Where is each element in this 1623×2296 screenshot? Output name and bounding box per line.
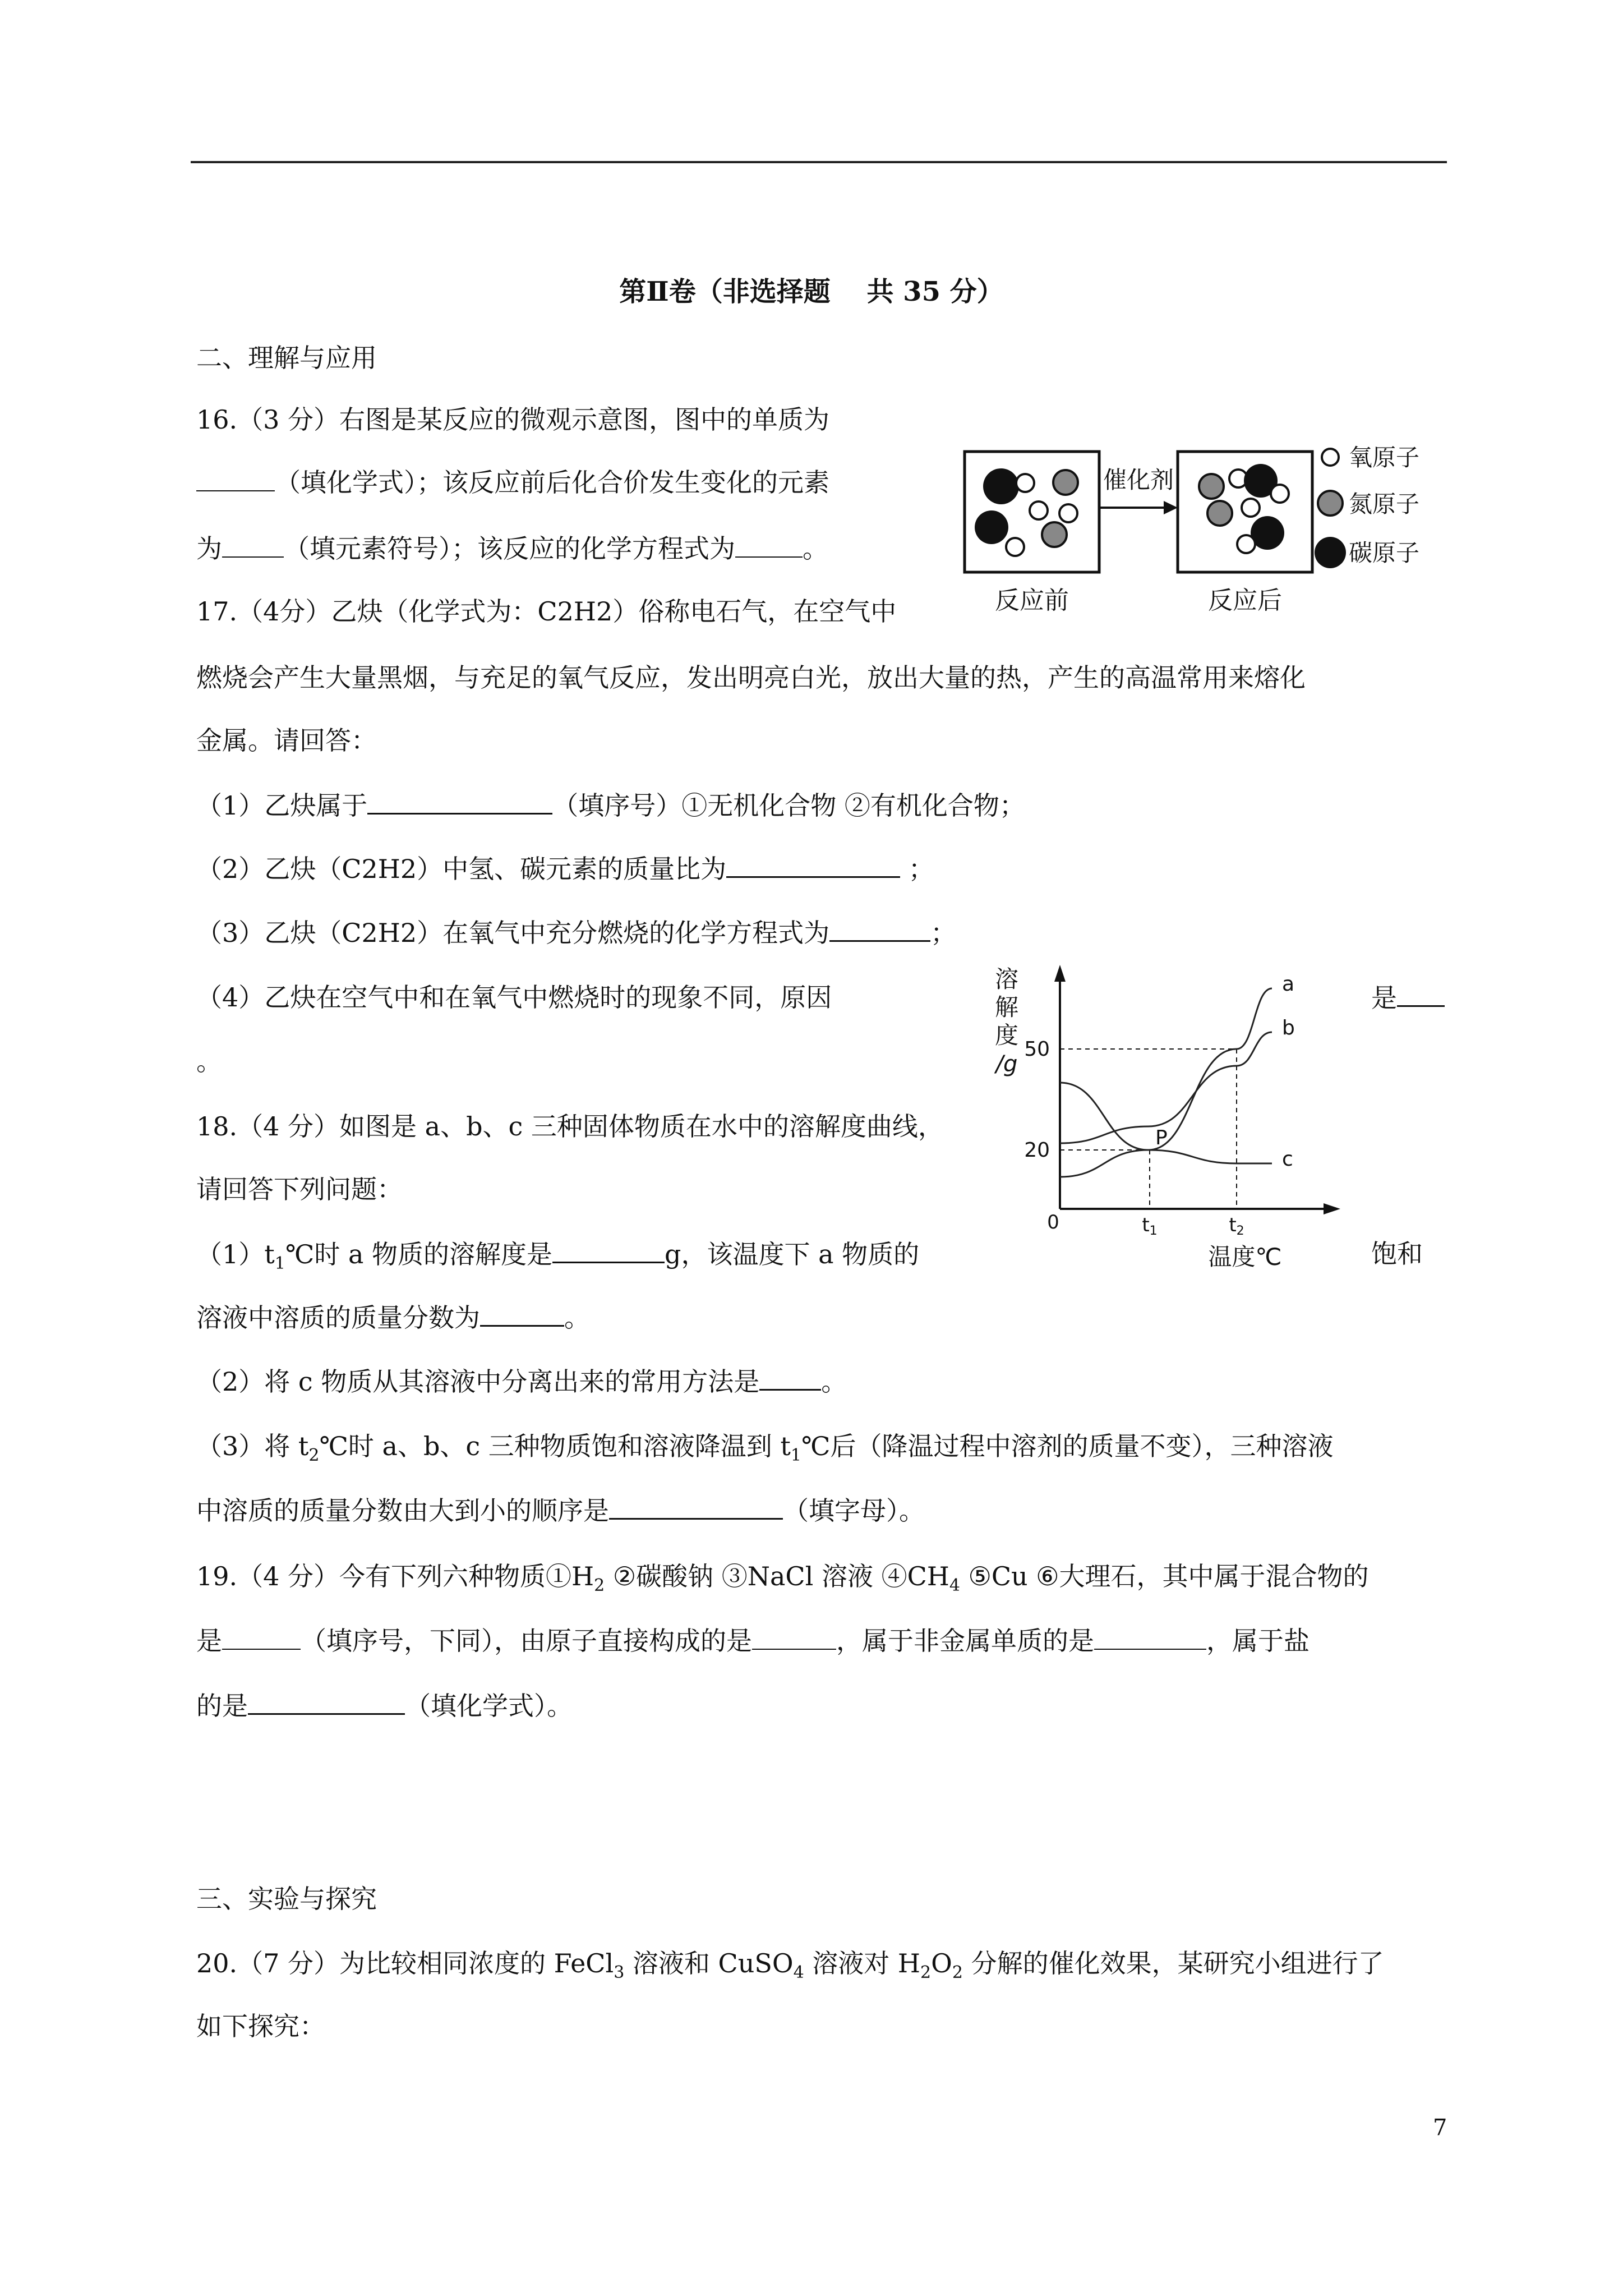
legend-carbon-label: 碳原子 — [1349, 539, 1420, 567]
q19-blank-4[interactable] — [248, 1688, 405, 1715]
y-axis-title-1: 溶 — [994, 965, 1019, 993]
q17-part1: （1）乙炔属于 （填序号）①无机化合物 ②有机化合物； — [196, 788, 1025, 822]
after-label: 反应后 — [1208, 586, 1282, 615]
q17-part4-end: 是 — [1371, 981, 1445, 1015]
q19-line3: 的是 （填化学式）。 — [196, 1688, 573, 1723]
q19-line2: 是 （填序号，下同），由原子直接构成的是 ，属于非金属单质的是 ，属于盐 — [196, 1624, 1310, 1658]
page-number: 7 — [1433, 2115, 1447, 2141]
q19-blank-1[interactable] — [222, 1624, 301, 1650]
legend-carbon-icon — [1315, 537, 1346, 568]
q16-blank-2[interactable] — [222, 532, 284, 558]
x-axis-arrow — [1324, 1203, 1340, 1214]
q18-blank-3[interactable] — [759, 1364, 821, 1391]
series-label-a: a — [1282, 973, 1295, 996]
legend-nitrogen-icon — [1318, 491, 1343, 516]
reaction-diagram — [953, 435, 1458, 625]
carbon-atom — [975, 510, 1008, 544]
q18-part3-cont: 中溶质的质量分数由大到小的顺序是 （填字母）。 — [196, 1493, 925, 1527]
oxygen-atom — [1237, 535, 1255, 553]
section-heading-3: 三、实验与探究 — [196, 1884, 377, 1914]
y-axis-arrow — [1054, 965, 1066, 982]
q17-line1: 17.（4分）乙炔（化学式为：C2H2）俗称电石气，在空气中 — [196, 596, 897, 627]
point-p-label: P — [1155, 1126, 1168, 1149]
section-heading-2: 二、理解与应用 — [196, 343, 377, 373]
q16-line3: 为 （填元素符号）；该反应的化学方程式为 。 — [196, 532, 828, 565]
q17-part2: （2）乙炔（C2H2）中氢、碳元素的质量比为 ； — [196, 852, 934, 886]
q16-line1: 16.（3 分）右图是某反应的微观示意图，图中的单质为 — [196, 404, 830, 435]
q18-line2: 请回答下列问题： — [196, 1174, 403, 1204]
q19-blank-2[interactable] — [752, 1624, 836, 1650]
nitrogen-atom — [1053, 470, 1078, 495]
x-axis-title: 温度℃ — [1208, 1243, 1282, 1271]
q17-blank-1[interactable] — [367, 788, 552, 815]
q18-part1-cont: 溶液中溶质的质量分数为 。 — [196, 1300, 590, 1335]
catalyst-label: 催化剂 — [1103, 466, 1174, 494]
q20-line1: 20.（7 分）为比较相同浓度的 FeCl$_3$ 溶液和 CuSO$_4$ 溶液对 $H_2O_2$ 分解的催化效果，某研究小组进行了 — [196, 1948, 1384, 1983]
section-title: 第Ⅱ卷（非选择题 共 35 分） — [619, 276, 1004, 307]
q17-blank-2[interactable] — [726, 852, 900, 878]
legend-nitrogen-label: 氮原子 — [1349, 490, 1420, 518]
q18-blank-2[interactable] — [480, 1300, 564, 1327]
q18-part2: （2）将 c 物质从其溶液中分离出来的常用方法是 。 — [196, 1364, 847, 1398]
q17-line2: 燃烧会产生大量黑烟，与充足的氧气反应，发出明亮白光，放出大量的热，产生的高温常用来熔化 — [196, 662, 1306, 693]
q17-part4-period: 。 — [196, 1046, 222, 1076]
q20-line2: 如下探究： — [196, 2011, 325, 2041]
oxygen-atom — [1242, 499, 1260, 517]
q18-line1: 18.（4 分）如图是 a、b、c 三种固体物质在水中的溶解度曲线， — [196, 1111, 944, 1142]
q17-part3: （3）乙炔（C2H2）在氧气中充分燃烧的化学方程式为 ； — [196, 915, 956, 950]
y-tick-50: 50 — [1024, 1038, 1050, 1061]
q19-blank-3[interactable] — [1094, 1624, 1206, 1650]
carbon-atom — [983, 468, 1019, 504]
oxygen-atom — [1030, 501, 1048, 519]
y-axis-title-4: /g — [995, 1051, 1018, 1077]
oxygen-atom — [1059, 504, 1077, 522]
header-rule — [191, 161, 1447, 163]
q16-blank-1[interactable] — [196, 466, 275, 491]
q18-part3: （3）将 $t_2℃$时 a、b、c 三种物质饱和溶液降温到 $t_1℃$后（降温过程中溶剂的质量不变），三种溶液 — [196, 1431, 1334, 1466]
series-layer — [1060, 973, 1295, 1177]
q17-line3: 金属。请回答： — [196, 725, 377, 756]
q17-blank-4[interactable] — [1397, 981, 1445, 1007]
q17-part4: （4）乙炔在空气中和在氧气中燃烧时的现象不同，原因 — [196, 982, 832, 1013]
y-tick-20: 20 — [1024, 1139, 1050, 1162]
origin-label: 0 — [1047, 1211, 1059, 1234]
x-tick-t1: t1 — [1142, 1214, 1158, 1238]
nitrogen-atom — [1199, 474, 1224, 499]
x-tick-t2: t2 — [1229, 1214, 1244, 1238]
q18-blank-4[interactable] — [609, 1493, 783, 1520]
legend-oxygen-label: 氧原子 — [1349, 444, 1420, 471]
q16-line2: （填化学式）；该反应前后化合价发生变化的元素 — [196, 466, 829, 499]
series-label-c: c — [1282, 1148, 1293, 1171]
q17-blank-3[interactable] — [829, 915, 930, 942]
oxygen-atom — [1006, 538, 1024, 556]
y-axis-title-2: 解 — [994, 993, 1019, 1021]
q19-line1: 19.（4 分）今有下列六种物质$①H_2$ ②碳酸钠 ③NaCl 溶液 $④CH_4$ ⑤Cu ⑥大理石，其中属于混合物的 — [196, 1561, 1369, 1596]
y-axis-title — [994, 965, 1018, 1077]
legend-oxygen-icon — [1322, 449, 1339, 466]
q18-part1: $(1)t_1℃$时 a 物质的溶解度是 g，该温度下 a 物质的 — [196, 1237, 919, 1281]
q18-part1-end: 饱和 — [1371, 1239, 1423, 1269]
y-axis-title-3: 度 — [994, 1022, 1019, 1049]
before-label: 反应前 — [995, 586, 1069, 615]
q18-blank-1[interactable] — [552, 1237, 665, 1263]
nitrogen-atom — [1207, 501, 1232, 526]
nitrogen-atom — [1042, 522, 1067, 547]
reaction-arrowhead — [1164, 501, 1178, 514]
series-label-b: b — [1282, 1016, 1295, 1039]
oxygen-atom — [1016, 474, 1034, 492]
oxygen-atom — [1271, 485, 1289, 503]
solubility-chart — [987, 959, 1374, 1273]
q16-blank-3[interactable] — [735, 532, 803, 558]
